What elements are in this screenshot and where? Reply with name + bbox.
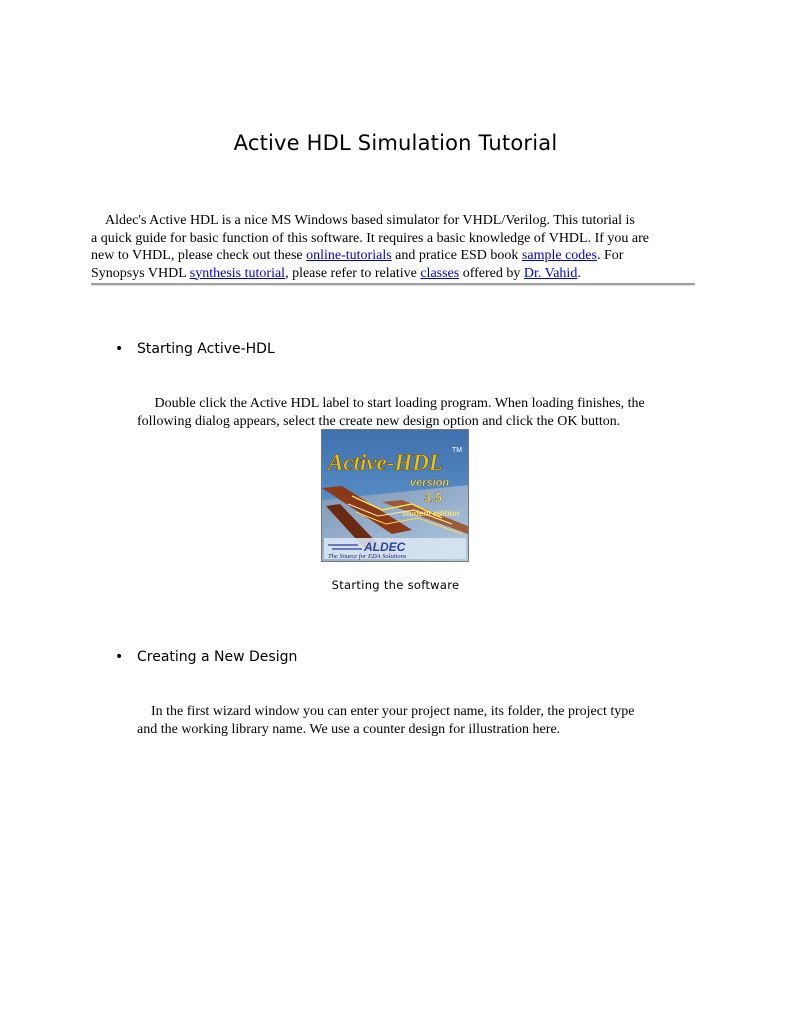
section-paragraph-starting: [137, 395, 707, 430]
intro-line: [91, 247, 703, 265]
paragraph-text: Double click the Active HDL label to start loading program. When loading finishes, the: [154, 396, 645, 411]
active-hdl-splash-image: [321, 429, 469, 562]
paragraph-line: and the working library name. We use a counter design for illustration here.: [137, 721, 561, 737]
intro-line: [91, 212, 703, 230]
sample-codes-link[interactable]: sample codes: [521, 248, 597, 263]
horizontal-rule: [91, 283, 695, 286]
section-paragraph-creating: [137, 703, 707, 738]
splash-version-label: version: [410, 477, 450, 489]
bullet-icon: •: [115, 341, 124, 357]
splash-tm: TM: [452, 447, 463, 454]
intro-text: new to VHDL, please check out these: [91, 248, 307, 263]
classes-link[interactable]: classes: [420, 265, 460, 281]
online-tutorials-link[interactable]: online-tutorials: [306, 248, 392, 263]
splash-graphic: [322, 430, 468, 561]
intro-text: and pratice ESD book: [391, 248, 522, 263]
dr-vahid-link[interactable]: Dr. Vahid: [523, 265, 578, 281]
intro-text: . For: [596, 248, 624, 263]
section-heading-starting: Starting Active-HDL: [137, 341, 275, 357]
paragraph-text: In the first wizard window you can enter your project name, its folder, the project type: [151, 704, 635, 719]
splash-product-name: Active-HDL: [328, 450, 443, 475]
intro-text: , please refer to relative: [285, 265, 421, 281]
intro-text: Aldec's Active HDL is a nice MS Windows based simulator for VHDL/Verilog. This tutorial is: [105, 213, 635, 228]
intro-text: .: [577, 265, 581, 281]
paragraph-line: following dialog appears, select the create new design option and click the OK button.: [137, 413, 621, 429]
splash-edition: student edition: [402, 509, 460, 518]
paragraph-line: [137, 395, 707, 413]
intro-paragraph: [91, 212, 703, 282]
page-title: Active HDL Simulation Tutorial: [233, 131, 558, 155]
intro-text: offered by: [459, 265, 524, 281]
synthesis-tutorial-link[interactable]: synthesis tutorial: [189, 265, 286, 281]
intro-line: a quick guide for basic function of this software. It requires a basic knowledge of VHDL. If you are: [91, 230, 650, 246]
intro-line: [91, 265, 703, 283]
splash-brand: ALDEC: [364, 540, 406, 554]
image-caption: Starting the software: [331, 578, 460, 592]
section-heading-creating: Creating a New Design: [137, 649, 298, 665]
splash-version-number: 3.5: [424, 490, 443, 505]
bullet-icon: •: [115, 649, 124, 665]
splash-tagline: The Source for EDA Solutions: [328, 553, 407, 560]
paragraph-line: [137, 703, 707, 721]
intro-text: Synopsys VHDL: [91, 265, 190, 281]
